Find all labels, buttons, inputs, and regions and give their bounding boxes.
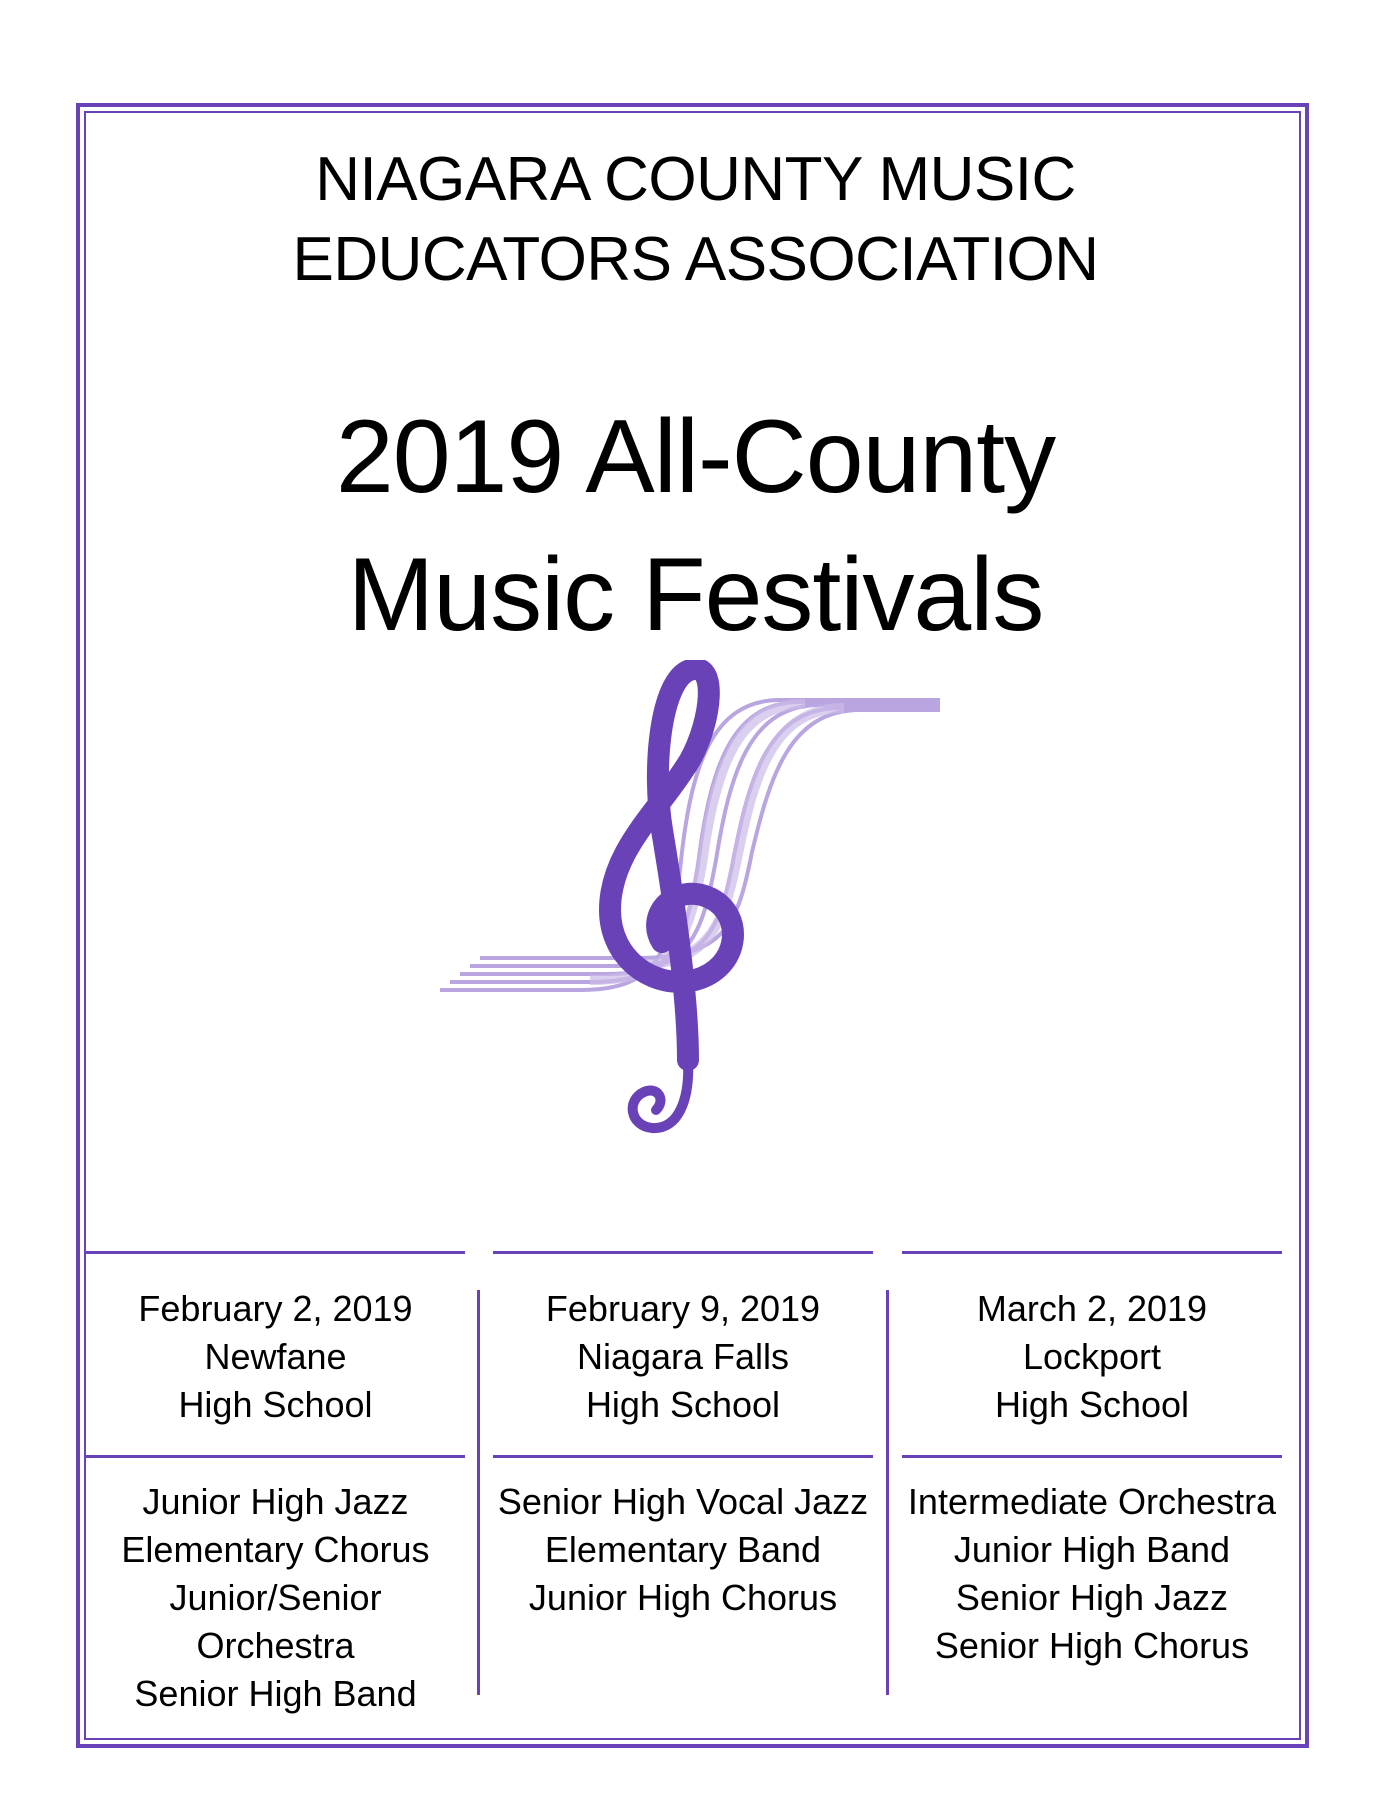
divider-vertical-2	[886, 1290, 889, 1695]
list-item: Senior High Band	[134, 1673, 417, 1714]
festival-1-ensembles	[86, 1478, 465, 1718]
list-item: Junior High Band	[953, 1529, 1231, 1570]
festival-3-location: Lockport	[1022, 1336, 1162, 1377]
festival-3-venue: High School	[994, 1384, 1190, 1425]
divider-mid-col3	[902, 1455, 1282, 1458]
divider-vertical-1	[477, 1290, 480, 1695]
festival-1-date: February 2, 2019	[138, 1288, 413, 1329]
festival-2-date: February 9, 2019	[545, 1288, 821, 1329]
festival-3-details	[894, 1285, 1290, 1429]
page-title	[0, 388, 1391, 664]
list-item: Intermediate Orchestra	[907, 1481, 1277, 1522]
list-item: Senior High Chorus	[934, 1625, 1250, 1666]
divider-mid-col2	[493, 1455, 873, 1458]
divider-top-col1	[86, 1251, 465, 1254]
divider-top-col2	[493, 1251, 873, 1254]
organization-name-line2: EDUCATORS ASSOCIATION	[292, 225, 1099, 294]
festival-1-venue: High School	[178, 1384, 373, 1425]
festival-2-venue: High School	[585, 1384, 781, 1425]
list-item: Orchestra	[196, 1625, 355, 1666]
festival-1-location: Newfane	[204, 1336, 347, 1377]
list-item: Junior High Chorus	[528, 1577, 838, 1618]
treble-clef-icon	[440, 660, 960, 1150]
list-item: Elementary Chorus	[121, 1529, 430, 1570]
divider-top-col3	[902, 1251, 1282, 1254]
festival-2-ensembles	[493, 1478, 873, 1622]
list-item: Junior/Senior	[169, 1577, 382, 1618]
festival-3-date: March 2, 2019	[976, 1288, 1208, 1329]
list-item: Junior High Jazz	[142, 1481, 409, 1522]
festival-2-details	[493, 1285, 873, 1429]
list-item: Senior High Jazz	[955, 1577, 1229, 1618]
list-item: Senior High Vocal Jazz	[497, 1481, 869, 1522]
organization-name	[0, 140, 1391, 300]
page-title-line1: 2019 All-County	[335, 399, 1056, 515]
divider-mid-col1	[86, 1455, 465, 1458]
list-item: Elementary Band	[544, 1529, 822, 1570]
festival-2-location: Niagara Falls	[576, 1336, 790, 1377]
festival-1-details	[86, 1285, 465, 1429]
festival-3-ensembles	[894, 1478, 1290, 1670]
organization-name-line1: NIAGARA COUNTY MUSIC	[315, 145, 1076, 214]
page-title-line2: Music Festivals	[347, 537, 1044, 653]
